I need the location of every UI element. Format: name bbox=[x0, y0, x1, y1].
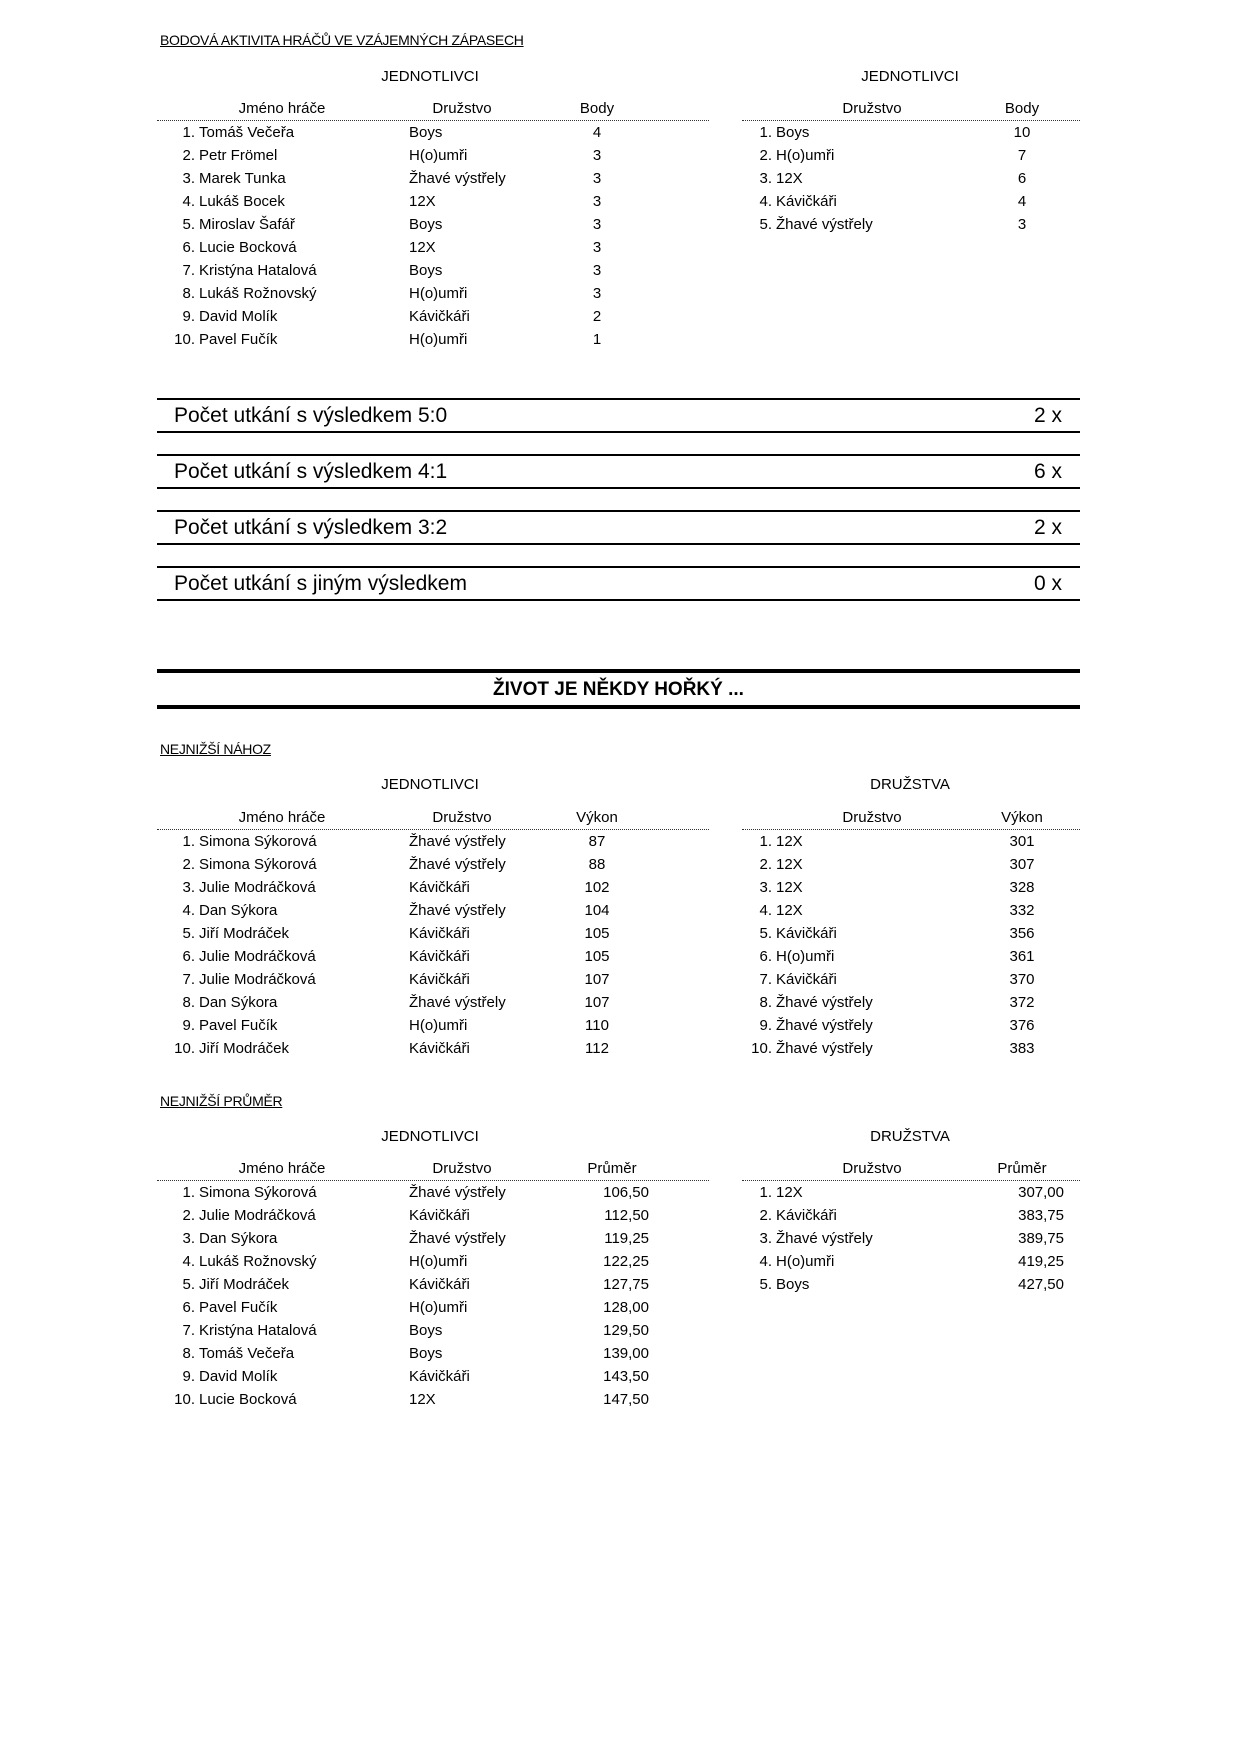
value: 143,50 bbox=[603, 1368, 649, 1385]
result-label: Počet utkání s výsledkem 3:2 bbox=[174, 516, 448, 539]
result-label: Počet utkání s výsledkem 5:0 bbox=[174, 404, 448, 427]
value: 332 bbox=[1009, 902, 1035, 919]
rank: 6. bbox=[759, 948, 772, 965]
column-header-team: Družstvo bbox=[842, 1160, 902, 1177]
result-row bbox=[157, 566, 1080, 601]
table-row bbox=[157, 328, 709, 351]
rank: 8. bbox=[182, 1345, 195, 1362]
team-name: 12X bbox=[776, 856, 803, 873]
value: 105 bbox=[584, 925, 610, 942]
column-header-value: Průměr bbox=[587, 1160, 637, 1177]
column-header-value: Body bbox=[579, 100, 615, 117]
value: 10 bbox=[1013, 124, 1031, 141]
section-banner bbox=[157, 669, 1080, 709]
table-row bbox=[742, 830, 1080, 853]
table-row bbox=[157, 167, 709, 190]
team-name: Žhavé výstřely bbox=[409, 170, 506, 187]
rank: 6. bbox=[182, 239, 195, 256]
value: 87 bbox=[588, 833, 606, 850]
result-count: 2 x bbox=[1033, 516, 1062, 539]
player-name: Julie Modráčková bbox=[199, 879, 316, 896]
value: 419,25 bbox=[1018, 1253, 1064, 1270]
column-header-team: Družstvo bbox=[432, 1160, 492, 1177]
table-row bbox=[157, 236, 709, 259]
table-row bbox=[742, 1250, 1080, 1273]
rank: 1. bbox=[759, 1184, 772, 1201]
rank: 8. bbox=[182, 285, 195, 302]
table-row bbox=[157, 922, 709, 945]
value: 122,25 bbox=[603, 1253, 649, 1270]
teams-label: DRUŽSTVA bbox=[870, 1128, 950, 1145]
player-name: Simona Sýkorová bbox=[199, 856, 317, 873]
individuals-table bbox=[157, 98, 709, 351]
team-name: Žhavé výstřely bbox=[776, 216, 873, 233]
player-name: Simona Sýkorová bbox=[199, 1184, 317, 1201]
team-name: Žhavé výstřely bbox=[776, 1040, 873, 1057]
team-name: H(o)umři bbox=[776, 1253, 835, 1270]
table-row bbox=[742, 922, 1080, 945]
team-name: H(o)umři bbox=[409, 331, 468, 348]
team-name: Boys bbox=[409, 262, 443, 279]
player-name: Julie Modráčková bbox=[199, 1207, 316, 1224]
table-row bbox=[157, 830, 709, 853]
column-header-team: Družstvo bbox=[432, 100, 492, 117]
team-name: Kávičkáři bbox=[409, 971, 470, 988]
team-name: Žhavé výstřely bbox=[409, 856, 506, 873]
team-name: Kávičkáři bbox=[409, 1207, 470, 1224]
table-row bbox=[157, 190, 709, 213]
player-name: Tomáš Večeřa bbox=[199, 124, 295, 141]
table-row bbox=[157, 1273, 709, 1296]
column-header-name: Jméno hráče bbox=[238, 100, 326, 117]
section-title-lowest-average: NEJNIŽŠÍ PRŮMĚR bbox=[160, 1093, 283, 1109]
table-row bbox=[157, 1204, 709, 1227]
team-name: Kávičkáři bbox=[776, 925, 837, 942]
value: 7 bbox=[1017, 147, 1027, 164]
table-row bbox=[157, 1296, 709, 1319]
result-count: 6 x bbox=[1033, 460, 1062, 483]
rank: 3. bbox=[182, 879, 195, 896]
value: 372 bbox=[1009, 994, 1035, 1011]
table-row bbox=[157, 1342, 709, 1365]
individuals-table bbox=[157, 807, 709, 1060]
player-name: Petr Frömel bbox=[199, 147, 278, 164]
table-row bbox=[157, 1181, 709, 1204]
rank: 4. bbox=[759, 193, 772, 210]
value: 6 bbox=[1017, 170, 1027, 187]
player-name: Julie Modráčková bbox=[199, 971, 316, 988]
rank: 4. bbox=[182, 1253, 195, 1270]
value: 361 bbox=[1009, 948, 1035, 965]
value: 4 bbox=[1017, 193, 1027, 210]
table-header bbox=[742, 98, 1080, 121]
table-row bbox=[742, 1181, 1080, 1204]
rank: 5. bbox=[759, 216, 772, 233]
team-name: H(o)umři bbox=[409, 1299, 468, 1316]
team-name: 12X bbox=[409, 239, 436, 256]
table-row bbox=[157, 1388, 709, 1411]
player-name: Lucie Bocková bbox=[199, 239, 297, 256]
team-name: Kávičkáři bbox=[409, 1368, 470, 1385]
individuals-label: JEDNOTLIVCI bbox=[381, 68, 479, 85]
table-header bbox=[157, 1158, 709, 1181]
column-header-name: Jméno hráče bbox=[238, 1160, 326, 1177]
value: 301 bbox=[1009, 833, 1035, 850]
value: 110 bbox=[585, 1017, 609, 1034]
table-row bbox=[157, 899, 709, 922]
column-header-team: Družstvo bbox=[432, 809, 492, 826]
player-name: David Molík bbox=[199, 308, 278, 325]
player-name: Pavel Fučík bbox=[199, 1017, 278, 1034]
value: 3 bbox=[592, 147, 602, 164]
rank: 3. bbox=[182, 1230, 195, 1247]
table-row bbox=[742, 945, 1080, 968]
table-row bbox=[157, 991, 709, 1014]
result-label: Počet utkání s výsledkem 4:1 bbox=[174, 460, 448, 483]
rank: 6. bbox=[182, 1299, 195, 1316]
player-name: Jiří Modráček bbox=[199, 925, 290, 942]
team-name: Boys bbox=[409, 124, 443, 141]
team-name: Boys bbox=[409, 216, 443, 233]
rank: 1. bbox=[182, 124, 195, 141]
player-name: Jiří Modráček bbox=[199, 1276, 290, 1293]
team-name: Žhavé výstřely bbox=[409, 833, 506, 850]
table-row bbox=[157, 282, 709, 305]
table-row bbox=[157, 1319, 709, 1342]
player-name: Lucie Bocková bbox=[199, 1391, 297, 1408]
table-row bbox=[742, 1037, 1080, 1060]
table-row bbox=[157, 853, 709, 876]
rank: 8. bbox=[182, 994, 195, 1011]
table-row bbox=[742, 1014, 1080, 1037]
table-row bbox=[157, 945, 709, 968]
team-name: Kávičkáři bbox=[409, 925, 470, 942]
individuals-label: JEDNOTLIVCI bbox=[381, 1128, 479, 1145]
rank: 10. bbox=[174, 1391, 195, 1408]
value: 112 bbox=[585, 1040, 609, 1057]
value: 88 bbox=[588, 856, 606, 873]
rank: 2. bbox=[182, 856, 195, 873]
team-name: Kávičkáři bbox=[409, 308, 470, 325]
table-row bbox=[157, 305, 709, 328]
value: 3 bbox=[1017, 216, 1027, 233]
player-name: Lukáš Rožnovský bbox=[199, 285, 317, 302]
team-name: Žhavé výstřely bbox=[776, 1017, 873, 1034]
result-row bbox=[157, 398, 1080, 433]
table-row bbox=[742, 899, 1080, 922]
value: 3 bbox=[592, 285, 602, 302]
result-label: Počet utkání s jiným výsledkem bbox=[174, 572, 467, 595]
table-row bbox=[742, 968, 1080, 991]
result-count: 2 x bbox=[1033, 404, 1062, 427]
value: 376 bbox=[1009, 1017, 1035, 1034]
player-name: Miroslav Šafář bbox=[199, 216, 295, 233]
table-row bbox=[742, 991, 1080, 1014]
teams-table bbox=[742, 1158, 1080, 1296]
value: 328 bbox=[1009, 879, 1035, 896]
rank: 2. bbox=[182, 1207, 195, 1224]
rank: 7. bbox=[182, 262, 195, 279]
column-header-value: Výkon bbox=[576, 809, 618, 826]
table-row bbox=[742, 853, 1080, 876]
player-name: Lukáš Rožnovský bbox=[199, 1253, 317, 1270]
value: 427,50 bbox=[1018, 1276, 1064, 1293]
value: 119,25 bbox=[604, 1230, 649, 1247]
team-name: 12X bbox=[776, 833, 803, 850]
table-row bbox=[742, 190, 1080, 213]
rank: 10. bbox=[751, 1040, 772, 1057]
rank: 4. bbox=[182, 193, 195, 210]
value: 383 bbox=[1009, 1040, 1035, 1057]
column-header-value: Body bbox=[1004, 100, 1040, 117]
rank: 4. bbox=[759, 902, 772, 919]
teams-label: DRUŽSTVA bbox=[870, 776, 950, 793]
table-row bbox=[157, 1250, 709, 1273]
table-row bbox=[742, 144, 1080, 167]
banner-title: ŽIVOT JE NĚKDY HOŘKÝ ... bbox=[493, 679, 744, 700]
value: 3 bbox=[592, 239, 602, 256]
table-row bbox=[157, 968, 709, 991]
value: 356 bbox=[1009, 925, 1035, 942]
section-title-points: BODOVÁ AKTIVITA HRÁČŮ VE VZÁJEMNÝCH ZÁPASECH bbox=[160, 32, 524, 48]
table-header bbox=[742, 1158, 1080, 1181]
team-name: 12X bbox=[776, 879, 803, 896]
team-name: Kávičkáři bbox=[409, 1276, 470, 1293]
rank: 1. bbox=[182, 833, 195, 850]
rank: 7. bbox=[759, 971, 772, 988]
team-name: Kávičkáři bbox=[776, 193, 837, 210]
section-title-lowest-throw: NEJNIŽŠÍ NÁHOZ bbox=[160, 741, 271, 757]
rank: 2. bbox=[182, 147, 195, 164]
value: 102 bbox=[584, 879, 610, 896]
column-header-value: Výkon bbox=[1001, 809, 1043, 826]
table-header bbox=[157, 98, 709, 121]
value: 4 bbox=[592, 124, 602, 141]
rank: 9. bbox=[182, 1368, 195, 1385]
rank: 5. bbox=[182, 1276, 195, 1293]
teams-table bbox=[742, 807, 1080, 1060]
value: 106,50 bbox=[603, 1184, 649, 1201]
value: 3 bbox=[592, 193, 602, 210]
rank: 2. bbox=[759, 1207, 772, 1224]
player-name: Lukáš Bocek bbox=[199, 193, 285, 210]
value: 370 bbox=[1009, 971, 1035, 988]
column-header-team: Družstvo bbox=[842, 100, 902, 117]
value: 2 bbox=[592, 308, 602, 325]
rank: 5. bbox=[182, 925, 195, 942]
player-name: Jiří Modráček bbox=[199, 1040, 290, 1057]
rank: 10. bbox=[174, 331, 195, 348]
table-row bbox=[157, 121, 709, 144]
teams-table bbox=[742, 98, 1080, 236]
team-name: Žhavé výstřely bbox=[409, 1184, 506, 1201]
column-header-name: Jméno hráče bbox=[238, 809, 326, 826]
rank: 1. bbox=[759, 124, 772, 141]
team-name: Boys bbox=[409, 1322, 443, 1339]
rank: 5. bbox=[759, 925, 772, 942]
value: 107 bbox=[584, 994, 610, 1011]
table-row bbox=[742, 1273, 1080, 1296]
rank: 6. bbox=[182, 948, 195, 965]
value: 127,75 bbox=[603, 1276, 649, 1293]
team-name: Kávičkáři bbox=[776, 1207, 837, 1224]
team-name: Kávičkáři bbox=[409, 879, 470, 896]
rank: 5. bbox=[759, 1276, 772, 1293]
player-name: Pavel Fučík bbox=[199, 1299, 278, 1316]
result-count: 0 x bbox=[1033, 572, 1062, 595]
rank: 2. bbox=[759, 147, 772, 164]
rank: 3. bbox=[759, 879, 772, 896]
player-name: Kristýna Hatalová bbox=[199, 1322, 317, 1339]
team-name: Žhavé výstřely bbox=[776, 1230, 873, 1247]
value: 1 bbox=[592, 331, 602, 348]
player-name: Dan Sýkora bbox=[199, 1230, 278, 1247]
rank: 8. bbox=[759, 994, 772, 1011]
team-name: H(o)umři bbox=[409, 1017, 468, 1034]
player-name: Julie Modráčková bbox=[199, 948, 316, 965]
value: 383,75 bbox=[1018, 1207, 1064, 1224]
player-name: Dan Sýkora bbox=[199, 902, 278, 919]
team-name: 12X bbox=[409, 1391, 436, 1408]
rank: 1. bbox=[759, 833, 772, 850]
result-row bbox=[157, 510, 1080, 545]
rank: 4. bbox=[182, 902, 195, 919]
rank: 4. bbox=[759, 1253, 772, 1270]
table-row bbox=[742, 1204, 1080, 1227]
rank: 1. bbox=[182, 1184, 195, 1201]
player-name: Pavel Fučík bbox=[199, 331, 278, 348]
rank: 10. bbox=[174, 1040, 195, 1057]
rank: 2. bbox=[759, 856, 772, 873]
player-name: Marek Tunka bbox=[199, 170, 286, 187]
value: 104 bbox=[584, 902, 610, 919]
value: 3 bbox=[592, 170, 602, 187]
individuals-table bbox=[157, 1158, 709, 1411]
value: 128,00 bbox=[603, 1299, 649, 1316]
team-name: H(o)umři bbox=[409, 285, 468, 302]
value: 389,75 bbox=[1018, 1230, 1064, 1247]
team-name: Boys bbox=[776, 124, 810, 141]
result-row bbox=[157, 454, 1080, 489]
rank: 5. bbox=[182, 216, 195, 233]
column-header-value: Průměr bbox=[997, 1160, 1047, 1177]
value: 105 bbox=[584, 948, 610, 965]
team-name: 12X bbox=[776, 1184, 803, 1201]
player-name: David Molík bbox=[199, 1368, 278, 1385]
player-name: Dan Sýkora bbox=[199, 994, 278, 1011]
individuals-label: JEDNOTLIVCI bbox=[381, 776, 479, 793]
value: 307,00 bbox=[1018, 1184, 1064, 1201]
rank: 7. bbox=[182, 971, 195, 988]
table-row bbox=[742, 1227, 1080, 1250]
value: 3 bbox=[592, 262, 602, 279]
rank: 3. bbox=[759, 1230, 772, 1247]
column-header-team: Družstvo bbox=[842, 809, 902, 826]
team-name: 12X bbox=[776, 902, 803, 919]
rank: 9. bbox=[759, 1017, 772, 1034]
table-header bbox=[742, 807, 1080, 830]
team-name: Boys bbox=[776, 1276, 810, 1293]
team-name: Žhavé výstřely bbox=[409, 994, 506, 1011]
table-row bbox=[157, 1227, 709, 1250]
team-name: Žhavé výstřely bbox=[409, 902, 506, 919]
table-row bbox=[157, 1014, 709, 1037]
table-row bbox=[157, 144, 709, 167]
value: 112,50 bbox=[604, 1207, 649, 1224]
rank: 9. bbox=[182, 308, 195, 325]
table-header bbox=[157, 807, 709, 830]
rank: 9. bbox=[182, 1017, 195, 1034]
team-name: 12X bbox=[409, 193, 436, 210]
table-row bbox=[742, 876, 1080, 899]
player-name: Kristýna Hatalová bbox=[199, 262, 317, 279]
team-name: H(o)umři bbox=[409, 147, 468, 164]
table-row bbox=[157, 1365, 709, 1388]
table-row bbox=[157, 876, 709, 899]
teams-label: JEDNOTLIVCI bbox=[861, 68, 959, 85]
team-name: Kávičkáři bbox=[409, 1040, 470, 1057]
rank: 7. bbox=[182, 1322, 195, 1339]
team-name: H(o)umři bbox=[776, 147, 835, 164]
table-row bbox=[742, 213, 1080, 236]
rank: 3. bbox=[759, 170, 772, 187]
value: 129,50 bbox=[603, 1322, 649, 1339]
table-row bbox=[157, 259, 709, 282]
value: 147,50 bbox=[603, 1391, 649, 1408]
value: 307 bbox=[1009, 856, 1035, 873]
table-row bbox=[742, 121, 1080, 144]
table-row bbox=[742, 167, 1080, 190]
team-name: Kávičkáři bbox=[776, 971, 837, 988]
team-name: 12X bbox=[776, 170, 803, 187]
player-name: Simona Sýkorová bbox=[199, 833, 317, 850]
table-row bbox=[157, 213, 709, 236]
value: 139,00 bbox=[603, 1345, 649, 1362]
player-name: Tomáš Večeřa bbox=[199, 1345, 295, 1362]
team-name: H(o)umři bbox=[409, 1253, 468, 1270]
value: 107 bbox=[584, 971, 610, 988]
team-name: Kávičkáři bbox=[409, 948, 470, 965]
team-name: Žhavé výstřely bbox=[776, 994, 873, 1011]
team-name: H(o)umři bbox=[776, 948, 835, 965]
team-name: Žhavé výstřely bbox=[409, 1230, 506, 1247]
rank: 3. bbox=[182, 170, 195, 187]
team-name: Boys bbox=[409, 1345, 443, 1362]
value: 3 bbox=[592, 216, 602, 233]
table-row bbox=[157, 1037, 709, 1060]
